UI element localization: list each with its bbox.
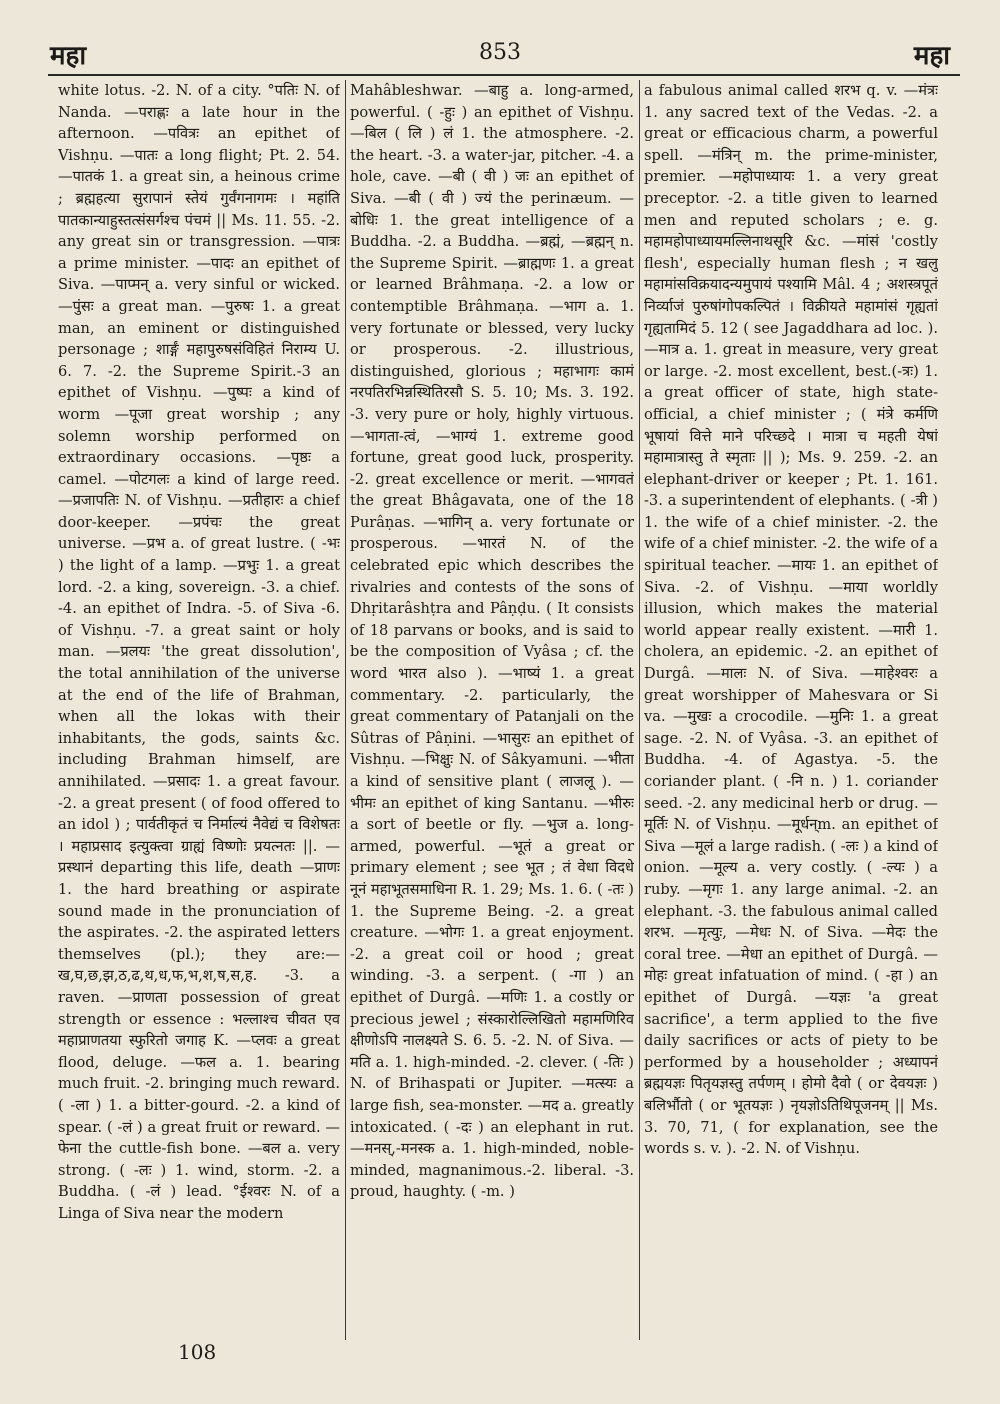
page-header (40, 28, 960, 74)
header-rule (48, 74, 960, 76)
column-divider (345, 80, 346, 1340)
column-2-text: Mahâbleshwar. —बाहु a. long-armed, powerful. ( -हुः ) an epithet of Vishṇu. —बिल ( लि ) लं 1. the atmosphere. -2. the heart. -3. a water-jar, pitcher. -4. a hole, cave. —बी ( वी ) जः an epithet of Siva. —बी ( वी ) ज्यं the perinæum. —बोधिः 1. the great intelligence of a Buddha. -2. a Buddha. —ब्रह्मं, —ब्रह्मन् n. the Supreme Spirit. —ब्राह्मणः 1. a great or learned Brâhmaṇa. -2. a low or contemptible Brâhmaṇa. —भाग a. 1. very fortunate or blessed, very lucky or prosperous. -2. illustrious, distinguished, glorious ; महाभागः कामं नरपतिरभिन्नस्थितिरसौ S. 5. 10; Ms. 3. 192. -3. very pure or holy, highly virtuous. —भागता-त्वं, —भाग्यं 1. extreme good fortune, great good luck, prosperity. -2. great excellence or merit. —भागवतं the great Bhâgavata, one of the 18 Purâṇas. —भागिन् a. very fortunate or prosperous. —भारतं N. of the celebrated epic which describes the rivalries and contests of the sons of Dhṛitarâshṭra and Pâṇḍu. ( It consists of 18 parvans or books, and is said to be the composition of Vyâsa ; cf. the word भारत also ). —भाष्यं 1. a great commentary. -2. particularly, the great commentary of Patanjali on the Sûtras of Pâṇini. —भासुरः an epithet of Vishṇu. —भिक्षुः N. of Sâkyamuni. —भीता a kind of sensitive plant ( लाजलू ). —भीमः an epithet of king Santanu. —भीरुः a sort of beetle or fly. —भुज a. long-armed, powerful. —भूतं a great or primary element ; see भूत ; तं वेधा विदधे नूनं महाभूतसमाधिना R. 1. 29; Ms. 1. 6. ( -तः ) 1. the Supreme Being. -2. a great creature. —भोगः 1. a great enjoyment. -2. a great coil or hood ; great winding. -3. a serpent. ( -गा ) an epithet of Durgâ. —मणिः 1. a costly or precious jewel ; संस्कारोल्लिखितो महामणिरिव क्षीणोऽपि नालक्ष्यते S. 6. 5. -2. N. of Siva. —मति a. 1. high-minded. -2. clever. ( -तिः ) N. of Brihaspati or Jupiter. —मत्स्यः a large fish, sea-monster. —मद a. greatly intoxicated. ( -दः ) an elephant in rut. —मनस्,-मनस्क a. 1. high-minded, noble-minded, magnanimous.-2. liberal. -3. proud, haughty. ( -m. ) (350, 82, 634, 1201)
header-right-word: महा (913, 41, 950, 71)
column-1-text: white lotus. -2. N. of a city. °पतिः N. of Nanda. —पराह्णः a late hour in the afternoon. —पवित्रः an epithet of Vishṇu. —पातः a long flight; Pt. 2. 54. —पातकं 1. a great sin, a heinous crime ; ब्रह्महत्या सुरापानं स्तेयं गुर्वंगनागमः । महांति पातकान्याहुस्तत्संसर्गश्च पंचमं || Ms. 11. 55. -2. any great sin or transgression. —पात्रः a prime minister. —पादः an epithet of Siva. —पाप्मन् a. very sinful or wicked. —पुंसः a great man. —पुरुषः 1. a great man, an eminent or distinguished personage ; शार्ङ्गं महापुरुषसंविहितं निराम्य U. 6. 7. -2. the Supreme Spirit.-3 an epithet of Vishṇu. —पुष्पः a kind of worm —पूजा great worship ; any solemn worship performed on extraordinary occasions. —पृष्ठः a camel. —पोटगलः a kind of large reed. —प्रजापतिः N. of Vishṇu. —प्रतीहारः a chief door-keeper. —प्रपंचः the great universe. —प्रभ a. of great lustre. ( -भः ) the light of a lamp. —प्रभुः 1. a great lord. -2. a king, sovereign. -3. a chief. -4. an epithet of Indra. -5. of Siva -6. of Vishṇu. -7. a great saint or holy man. —प्रलयः 'the great dissolution', the total annihilation of the universe at the end of the life of Brahman, when all the lokas with their inhabitants, the gods, saints &c. including Brahman himself, are annihilated. —प्रसादः 1. a great favour. -2. a great present ( of food offered to an idol ) ; पार्वतीकृतं च निर्माल्यं नैवेद्यं च विशेषतः । महाप्रसाद इत्युक्त्वा ग्राह्यं विष्णोः प्रयत्नतः ||. —प्रस्थानं departing this life, death —प्राणः 1. the hard breathing or aspirate sound made in the pronunciation of the aspirates. -2. the aspirated letters themselves (pl.); they are:—ख,घ,छ,झ,ठ,ढ,थ,ध,फ,भ,श,ष,स,ह. -3. a raven. —प्राणता possession of great strength or essence : भल्लाश्च चीवत एव महाप्राणतया स्फुरितो जगाह K. —प्लवः a great flood, deluge. —फल a. 1. bearing much fruit. -2. bringing much reward. ( -ला ) 1. a bitter-gourd. -2. a kind of spear. ( -लं ) a great fruit or reward. —फेना the cuttle-fish bone. —बल a. very strong. ( -लः ) 1. wind, storm. -2. a Buddha. ( -लं ) lead. °ईश्वरः N. of a Linga of Siva near the modern (58, 82, 340, 1222)
text-column-1 (58, 80, 340, 1342)
column-3-text: a fabulous animal called शरभ q. v. —मंत्रः 1. any sacred text of the Vedas. -2. a great or efficacious charm, a powerful spell. —मंत्रिन् m. the prime-minister, premier. —महोपाध्यायः 1. a very great preceptor. -2. a title given to learned men and reputed scholars ; e. g. महामहोपाध्यायमल्लिनाथसूरि &c. —मांसं 'costly flesh', especially human flesh ; न खलु महामांसविक्रयादन्यमुपायं पश्यामि Mâl. 4 ; अशस्त्रपूतं निर्व्याजं पुरुषांगोपकल्पितं । विक्रीयते महामांसं गृह्यतां गृह्यतामिदं 5. 12 ( see Jagaddhara ad loc. ). —मात्र a. 1. great in measure, very great or large. -2. most excellent, best.(-त्रः) 1. a great officer of state, high state-official, a chief minister ; ( मंत्रे कर्मणि भूषायां वित्ते माने परिच्छदे । मात्रा च महती येषां महामात्रास्तु ते स्मृताः || ); Ms. 9. 259. -2. an elephant-driver or keeper ; Pt. 1. 161. -3. a superintendent of elephants. ( -त्री ) 1. the wife of a chief minister. -2. the wife of a chief minister. -2. the wife of a spiritual teacher. —मायः 1. an epithet of Siva. -2. of Vishṇu. —माया worldly illusion, which makes the material world appear really existent. —मारी 1. cholera, an epidemic. -2. an epithet of Durgâ. —मालः N. of Siva. —माहेश्वरः a great worshipper of Mahesvara or Si va. —मुखः a crocodile. —मुनिः 1. a great sage. -2. N. of Vyâsa. -3. an epithet of Buddha. -4. of Agastya. -5. the coriander plant. ( -नि n. ) 1. coriander seed. -2. any medicinal herb or drug. —मूर्तिः N. of Vishṇu. —मूर्धन्m. an epithet of Siva —मूलं a large radish. ( -लः ) a kind of onion. —मूल्य a. very costly. ( -ल्यः ) a ruby. —मृगः 1. any large animal. -2. an elephant. -3. the fabulous animal called शरभ. —मृत्युः, —मेधः N. of Siva. —मेदः the coral tree. —मेधा an epithet of Durgâ. —मोहः great infatuation of mind. ( -हा ) an epithet of Durgâ. —यज्ञः 'a great sacrifice', a term applied to the five daily sacrifices or acts of piety to be performed by a householder ; अध्यापनं ब्रह्मयज्ञः पितृयज्ञस्तु तर्पणम् । होमो दैवो ( or देवयज्ञः ) बलिर्भौतो ( or भूतयज्ञः ) नृयज्ञोऽतिथिपूजनम् || Ms. 3. 70, 71, ( for explanation, see the words s. v. ). -2. N. of Vishṇu. (644, 82, 938, 1158)
text-column-3 (644, 80, 938, 1342)
page-number: 853 (479, 40, 521, 65)
column-divider (639, 80, 640, 1340)
signature-mark: 108 (178, 1340, 217, 1364)
header-left-word: महा (50, 41, 87, 71)
text-column-2 (350, 80, 634, 1342)
